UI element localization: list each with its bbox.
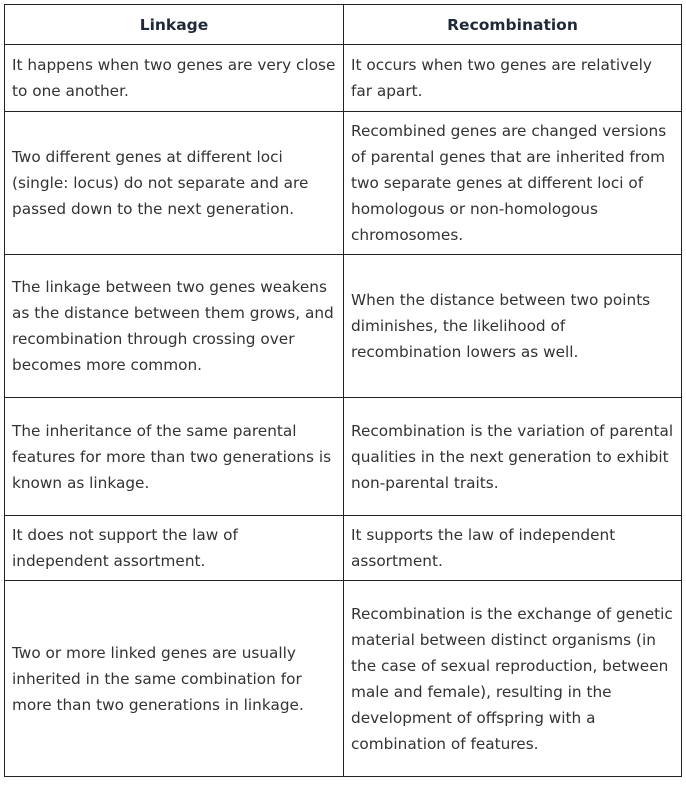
recombination-cell: It occurs when two genes are relatively far apart. — [344, 45, 682, 112]
table-row — [5, 516, 682, 581]
table-row — [5, 398, 682, 516]
linkage-cell: The inheritance of the same parental features for more than two generations is known as linkage. — [5, 398, 344, 516]
table-row — [5, 45, 682, 112]
recombination-cell: Recombination is the exchange of genetic material between distinct organisms (in the case of sexual reproduction, between male and female), resulting in the development of offspring with a combination of features. — [344, 581, 682, 777]
table-header-row — [5, 5, 682, 45]
header-recombination: Recombination — [344, 5, 682, 45]
linkage-cell: The linkage between two genes weakens as the distance between them grows, and recombination through crossing over becomes more common. — [5, 255, 344, 398]
linkage-cell: Two or more linked genes are usually inherited in the same combination for more than two generations in linkage. — [5, 581, 344, 777]
linkage-cell: It happens when two genes are very close to one another. — [5, 45, 344, 112]
table-row — [5, 255, 682, 398]
recombination-cell: When the distance between two points diminishes, the likelihood of recombination lowers as well. — [344, 255, 682, 398]
table-row — [5, 112, 682, 255]
linkage-cell: Two different genes at different loci (single: locus) do not separate and are passed down to the next generation. — [5, 112, 344, 255]
header-linkage: Linkage — [5, 5, 344, 45]
comparison-table — [4, 4, 682, 777]
recombination-cell: It supports the law of independent assortment. — [344, 516, 682, 581]
linkage-cell: It does not support the law of independent assortment. — [5, 516, 344, 581]
recombination-cell: Recombined genes are changed versions of parental genes that are inherited from two separate genes at different loci of homologous or non-homologous chromosomes. — [344, 112, 682, 255]
recombination-cell: Recombination is the variation of parental qualities in the next generation to exhibit non-parental traits. — [344, 398, 682, 516]
table-row — [5, 581, 682, 777]
